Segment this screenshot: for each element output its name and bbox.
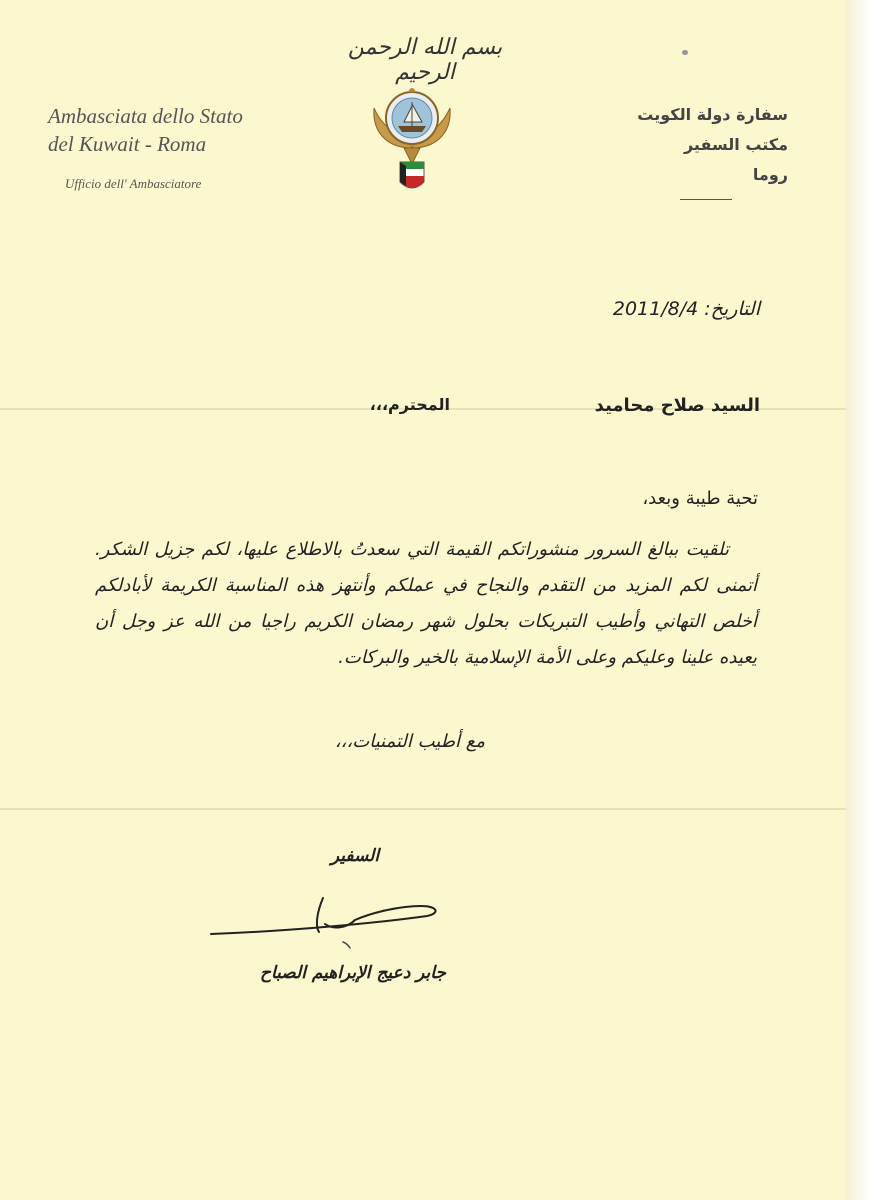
arabic-letterhead: [548, 100, 788, 190]
closing-line: مع أطيب التمنيات،،،: [334, 731, 485, 752]
kuwait-emblem-icon: [368, 78, 456, 198]
date-line: [560, 298, 760, 320]
fold-line: [0, 808, 846, 810]
letter-body: تلقيت ببالغ السرور منشوراتكم القيمة التي سعدتُ بالاطلاع عليها، لكم جزيل الشكر. أتمنى لكم المزيد من التقدم والنجاح في عملكم وأنتهز هذه المناسبة الكريمة لأبادلكم أخلص التهاني وأطيب التبريكات بحلول شهر رمضان الكريم راجيا من الله عز وجل أن يعيده علينا وعليكم وعلى الأمة الإسلامية بالخير والبركات.: [95, 539, 757, 668]
recipient-line: [340, 395, 760, 419]
paper-speck: [682, 50, 688, 55]
arabic-letterhead-line: روما: [752, 165, 788, 184]
scan-margin: [846, 0, 872, 1200]
recipient-honorific: المحترم،،،: [369, 395, 450, 414]
italian-letterhead-line: Ambasciata dello Stato: [48, 104, 243, 128]
italian-office-line: Ufficio dell' Ambasciatore: [65, 176, 202, 191]
basmala: بسم الله الرحمن الرحيم: [347, 35, 503, 85]
signatory-name: جابر دعيج الإبراهيم الصباح: [260, 963, 446, 983]
greeting: تحية طيبة وبعد،: [642, 488, 758, 509]
italian-letterhead-line: del Kuwait - Roma: [48, 132, 207, 156]
signatory-title: السفير: [330, 846, 380, 866]
letterhead-rule: [680, 199, 732, 200]
italian-letterhead: [48, 102, 243, 158]
arabic-letterhead-line: مكتب السفير: [683, 135, 788, 154]
date-value: 2011/8/4: [612, 298, 699, 320]
arabic-letterhead-line: سفارة دولة الكويت: [637, 105, 788, 124]
recipient-name: السيد صلاح محاميد: [594, 395, 760, 416]
handwritten-signature-icon: [205, 882, 445, 952]
date-label: التاريخ:: [704, 298, 760, 320]
